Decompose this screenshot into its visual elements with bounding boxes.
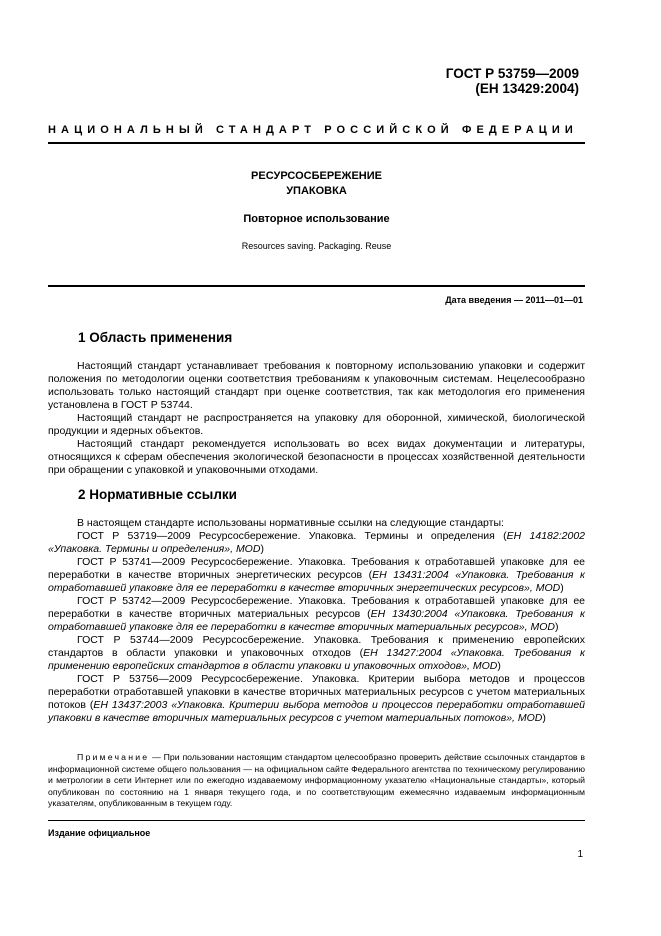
paragraph: Настоящий стандарт не распространяется на упаковку для оборонной, химической, биологической продукции и ядерных объектов.: [48, 412, 585, 437]
gost-number: ГОСТ Р 53759—2009: [445, 66, 579, 81]
national-standard-banner: НАЦИОНАЛЬНЫЙ СТАНДАРТ РОССИЙСКОЙ ФЕДЕРАЦИИ: [48, 124, 578, 136]
effective-date: Дата введения — 2011—01—01: [445, 295, 583, 305]
section-1-heading: 1 Область применения: [78, 330, 233, 345]
reference-item: ГОСТ Р 53719—2009 Ресурсосбережение. Упаковка. Термины и определения (ЕН 14182:2002 «Упаковка. Термины и определения», MOD): [48, 530, 585, 555]
top-divider: [48, 142, 585, 144]
document-subtitle: Повторное использование: [243, 213, 390, 225]
section-2-heading: 2 Нормативные ссылки: [78, 487, 237, 502]
reference-item: ГОСТ Р 53741—2009 Ресурсосбережение. Упаковка. Требования к отработавшей упаковке для ее переработки в качестве вторичных энергетических ресурсов (ЕН 13431:2004 «Упаковка. Требования к отработавшей упаковке для ее переработки в качестве вторичных энергетических ресурсов», MOD): [48, 556, 585, 594]
note-text: Примечание — При пользовании настоящим стандартом целесообразно проверить действие ссылочных стандартов в информационной системе общего пользования — на официальном сайте Федерального агентства по техническому регулированию и метрологии в сети Интернет или по ежегодно издаваемому информационному указателю «Национальные стандарты», который опубликован по состоянию на 1 января текущего года, и по соответствующим ежемесячно издаваемым информационным указателям, опубликованным в текущем году.: [48, 752, 585, 809]
english-title: Resources saving. Packaging. Reuse: [241, 241, 392, 251]
document-title-line-1: РЕСУРСОСБЕРЕЖЕНИЕ: [251, 170, 382, 182]
paragraph: Настоящий стандарт устанавливает требования к повторному использованию упаковки и содержит положения по методологии оценки соответствия требованиям к упаковочным системам. Нецелесообразно использовать только настоящий стандарт при оценке соответствия, так как методология его применения установлена в ГОСТ Р 53744.: [48, 360, 585, 411]
footer-divider: [48, 820, 585, 821]
en-number: (ЕН 13429:2004): [475, 81, 579, 96]
note-label: Примечание: [77, 752, 150, 762]
note: [48, 752, 585, 810]
title-divider: [48, 285, 585, 287]
page-number: 1: [577, 849, 583, 860]
document-title-line-2: УПАКОВКА: [286, 185, 347, 197]
references-intro: В настоящем стандарте использованы нормативные ссылки на следующие стандарты:: [77, 517, 504, 529]
reference-item: ГОСТ Р 53744—2009 Ресурсосбережение. Упаковка. Требования к применению европейских стандартов в области упаковки и упаковочных отходов (ЕН 13427:2004 «Упаковка. Требования к применению европейских стандартов в области упаковки и упаковочных отходов», MOD): [48, 634, 585, 672]
reference-item: ГОСТ Р 53756—2009 Ресурсосбережение. Упаковка. Критерии выбора методов и процессов переработки отработавшей упаковки в качестве вторичных материальных ресурсов с учетом материальных потоков (ЕН 13437:2003 «Упаковка. Критерии выбора методов и процессов переработки отработавшей упаковки в качестве вторичных материальных ресурсов с учетом материальных потоков», MOD): [48, 673, 585, 724]
document-number: [446, 66, 579, 96]
paragraph: Настоящий стандарт рекомендуется использовать во всех видах документации и литературы, относящихся к сферам обеспечения экологической безопасности в процессах хозяйственной деятельности при обращении с упаковкой и упаковочными отходами.: [48, 438, 585, 476]
section-1-body: [48, 360, 585, 477]
section-2-body: [48, 517, 585, 725]
official-edition-label: Издание официальное: [48, 828, 151, 838]
reference-item: ГОСТ Р 53742—2009 Ресурсосбережение. Упаковка. Требования к отработавшей упаковке для ее переработки в качестве вторичных материальных ресурсов (ЕН 13430:2004 «Упаковка. Требования к отработавшей упаковке для ее переработки в качестве вторичных материальных ресурсов», MOD): [48, 595, 585, 633]
